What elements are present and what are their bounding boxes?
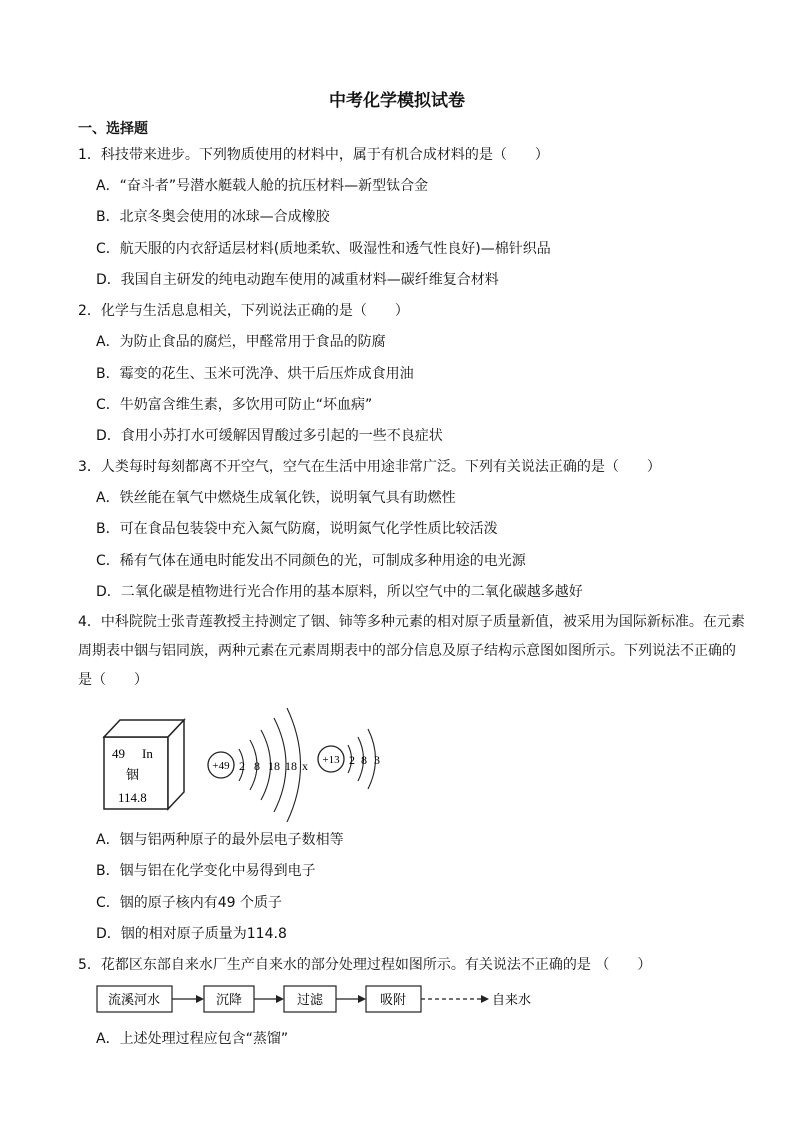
element-mass: 114.8 (118, 790, 147, 805)
q1-stem: 1．科技带来进步。下列物质使用的材料中，属于有机合成材料的是（ ） (78, 147, 549, 163)
flow-arrowhead (481, 995, 489, 1003)
flow-arrowhead (358, 995, 366, 1003)
element-symbol: In (142, 746, 153, 761)
q4-figure (96, 702, 396, 822)
q5-flow-diagram (96, 984, 556, 1016)
q3-option-c: C．稀有气体在通电时能发出不同颜色的光，可制成多种用途的电光源 (96, 553, 526, 569)
q5-option-a: A．上述处理过程应包含“蒸馏” (96, 1031, 289, 1047)
flow-step-sedimentation: 沉降 (215, 993, 243, 1008)
q4-option-a: A．铟与铝两种原子的最外层电子数相等 (96, 832, 344, 848)
q1-option-c: C．航天服的内衣舒适层材料(质地柔软、吸湿性和透气性良好)—棉针织品 (96, 241, 551, 257)
q4-option-d: D．铟的相对原子质量为114.8 (96, 926, 287, 942)
aluminium-shell-count: 2 (349, 753, 355, 767)
indium-shell-count: x (302, 759, 308, 773)
q1-option-a: A．“奋斗者”号潜水艇载人舱的抗压材料—新型钛合金 (96, 178, 429, 194)
flow-arrowhead (196, 995, 204, 1003)
aluminium-nucleus-label: +13 (322, 754, 340, 766)
q5-stem: 5．花都区东部自来水厂生产自来水的部分处理过程如图所示。有关说法不正确的是 （ ） (78, 957, 652, 973)
q2-option-d: D．食用小苏打水可缓解因胃酸过多引起的一些不良症状 (96, 428, 443, 444)
q2-option-b: B．霉变的花生、玉米可洗净、烘干后压炸成食用油 (96, 366, 414, 382)
indium-shell-count: 8 (254, 759, 260, 773)
q3-option-a: A．铁丝能在氧气中燃烧生成氧化铁，说明氧气具有助燃性 (96, 490, 456, 506)
indium-atom-diagram (208, 708, 308, 822)
q1-option-d: D．我国自主研发的纯电动跑车使用的减重材料—碳纤维复合材料 (96, 272, 499, 288)
q2-stem: 2．化学与生活息息相关，下列说法正确的是（ ） (78, 303, 409, 319)
flow-step-filtration: 过滤 (296, 993, 324, 1008)
aluminium-shell-count: 3 (374, 753, 380, 767)
q4-stem: 4．中科院院士张青莲教授主持测定了铟、铈等多种元素的相对原子质量新值，被采用为国际新标准。在元素周期表中铟与铝同族，两种元素在元素周期表中的部分信息及原子结构示意图如图所示。下列说法不正确的是（ ） (78, 614, 745, 688)
flow-end-label: 自来水 (492, 993, 532, 1008)
q4-option-b: B．铟与铝在化学变化中易得到电子 (96, 863, 316, 879)
indium-shell-count: 2 (239, 759, 245, 773)
q3-option-b: B．可在食品包装袋中充入氮气防腐，说明氮气化学性质比较活泼 (96, 521, 498, 537)
q3-stem: 3．人类每时每刻都离不开空气，空气在生活中用途非常广泛。下列有关说法正确的是（ ） (78, 459, 661, 475)
page-title: 中考化学模拟试卷 (329, 91, 465, 111)
q3-option-d: D．二氧化碳是植物进行光合作用的基本原料，所以空气中的二氧化碳越多越好 (96, 584, 583, 600)
flow-step-adsorption: 吸附 (379, 993, 407, 1008)
q4-option-c: C．铟的原子核内有49 个质子 (96, 895, 283, 911)
q1-option-b: B．北京冬奥会使用的冰球—合成橡胶 (96, 209, 330, 225)
q2-option-c: C．牛奶富含维生素，多饮用可防止“坏血病” (96, 397, 373, 413)
flow-step-source: 流溪河水 (107, 993, 161, 1008)
aluminium-shell-count: 8 (361, 753, 367, 767)
flow-arrowhead (276, 995, 284, 1003)
element-cell (104, 720, 184, 809)
aluminium-atom-diagram (318, 729, 380, 789)
element-name: 铟 (126, 768, 140, 783)
element-number: 49 (112, 746, 125, 761)
indium-shell-count: 18 (285, 759, 297, 773)
indium-shell-count: 18 (268, 759, 280, 773)
q2-option-a: A．为防止食品的腐烂，甲醛常用于食品的防腐 (96, 334, 386, 350)
section-heading: 一、选择题 (78, 121, 148, 137)
indium-nucleus-label: +49 (212, 760, 230, 772)
